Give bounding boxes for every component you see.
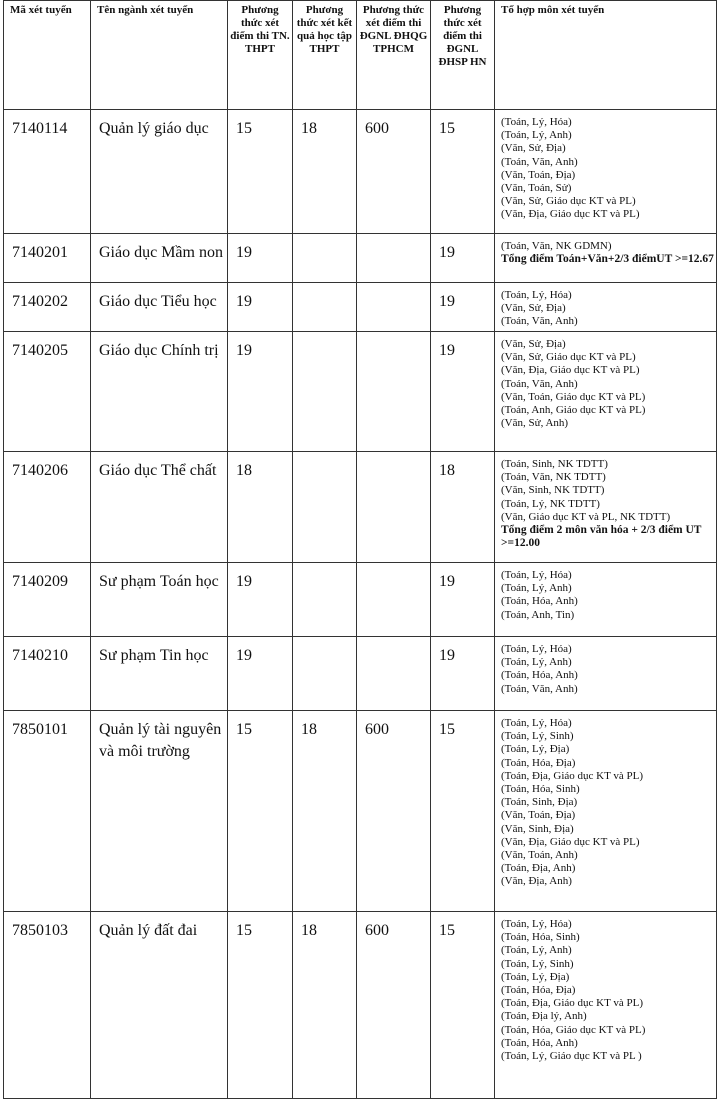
subject-combo: (Toán, Lý, Hóa) (501, 717, 572, 729)
subject-combo: (Văn, Toán, Giáo dục KT và PL) (501, 390, 646, 403)
score-dgnl-hcm-cell (357, 452, 431, 563)
header-method-dgnl-hcm: Phương thức xét điểm thi ĐGNL ĐHQG TPHCM (357, 1, 431, 110)
subject-combo: (Toán, Anh, Giáo dục KT và PL) (501, 404, 646, 417)
score-dgnl-hcm-cell: 600 (357, 912, 431, 1099)
subject-combo: (Toán, Lý, Giáo dục KT và PL ) (501, 1050, 642, 1063)
score-dgnl-hnue-cell: 15 (431, 110, 495, 234)
subject-combo: (Toán, Văn, Anh) (501, 682, 578, 695)
program-code-cell: 7850103 (4, 912, 91, 1099)
subject-combo: (Toán, Lý, Hóa) (501, 643, 572, 655)
score-transcript-cell (293, 283, 357, 332)
score-dgnl-hnue-cell: 15 (431, 711, 495, 912)
subject-combo: (Toán, Văn, Anh) (501, 315, 578, 328)
subject-combo: (Toán, Văn, Anh) (501, 377, 578, 390)
subject-combo: (Văn, Toán, Địa) (501, 809, 576, 822)
program-code-cell: 7850101 (4, 711, 91, 912)
score-thpt-exam-cell: 19 (228, 332, 293, 452)
subject-combos-cell (495, 711, 717, 912)
table-row (4, 110, 717, 234)
subject-combo: (Toán, Lý, Anh) (501, 944, 572, 957)
program-name-cell: Quản lý giáo dục (91, 110, 228, 234)
subject-combo: (Toán, Hóa, Anh) (501, 1036, 578, 1049)
admission-table (3, 0, 717, 1099)
program-name-cell: Quản lý tài nguyên và môi trường (91, 711, 228, 912)
score-thpt-exam-cell: 19 (228, 283, 293, 332)
subject-combos-cell (495, 563, 717, 637)
subject-combo: (Toán, Văn, NK GDMN) (501, 240, 612, 252)
score-dgnl-hcm-cell (357, 563, 431, 637)
subject-combo: (Toán, Lý, Hóa) (501, 569, 572, 581)
score-dgnl-hnue-cell: 19 (431, 283, 495, 332)
subject-combo: (Toán, Địa, Giáo dục KT và PL) (501, 769, 643, 782)
score-thpt-exam-cell: 15 (228, 912, 293, 1099)
score-transcript-cell: 18 (293, 110, 357, 234)
subject-combos-cell (495, 110, 717, 234)
program-code-cell: 7140210 (4, 637, 91, 711)
score-dgnl-hcm-cell: 600 (357, 110, 431, 234)
table-row (4, 912, 717, 1099)
header-code: Mã xét tuyển (4, 1, 91, 110)
score-dgnl-hcm-cell: 600 (357, 711, 431, 912)
score-transcript-cell (293, 452, 357, 563)
score-transcript-cell: 18 (293, 711, 357, 912)
subject-combo: (Toán, Lý, Hóa) (501, 289, 572, 301)
subject-combos-cell (495, 234, 717, 283)
score-dgnl-hnue-cell: 19 (431, 637, 495, 711)
subject-combos-cell (495, 637, 717, 711)
subject-combo: (Toán, Lý, Địa) (501, 743, 570, 756)
score-transcript-cell (293, 332, 357, 452)
table-row (4, 452, 717, 563)
score-dgnl-hnue-cell: 15 (431, 912, 495, 1099)
subject-combo: (Toán, Lý, Hóa) (501, 918, 572, 930)
score-dgnl-hcm-cell (357, 234, 431, 283)
subject-combo: (Toán, Hóa, Giáo dục KT và PL) (501, 1023, 646, 1036)
subject-combo: (Toán, Văn, Anh) (501, 155, 578, 168)
subject-combo: (Toán, Hóa, Anh) (501, 669, 578, 682)
score-dgnl-hcm-cell (357, 332, 431, 452)
subject-combos-cell (495, 332, 717, 452)
score-transcript-cell (293, 563, 357, 637)
subject-combo: (Toán, Sinh, Địa) (501, 796, 578, 809)
score-thpt-exam-cell: 15 (228, 711, 293, 912)
program-name-cell: Giáo dục Tiểu học (91, 283, 228, 332)
subject-combo: (Toán, Hóa, Anh) (501, 595, 578, 608)
subject-combo: (Toán, Lý, Anh) (501, 582, 572, 595)
subject-combo: (Toán, Anh, Tin) (501, 608, 575, 621)
program-name-cell: Quản lý đất đai (91, 912, 228, 1099)
score-transcript-cell (293, 234, 357, 283)
header-method-transcript: Phương thức xét kết quả học tập THPT (293, 1, 357, 110)
table-row (4, 332, 717, 452)
score-dgnl-hnue-cell: 19 (431, 234, 495, 283)
score-dgnl-hnue-cell: 19 (431, 563, 495, 637)
score-transcript-cell (293, 637, 357, 711)
subject-combo: (Toán, Lý, NK TDTT) (501, 497, 600, 510)
table-row (4, 711, 717, 912)
program-name-cell: Sư phạm Tin học (91, 637, 228, 711)
score-thpt-exam-cell: 19 (228, 563, 293, 637)
subject-combo: (Toán, Hóa, Địa) (501, 984, 576, 997)
subject-combo: (Văn, Toán, Sử) (501, 182, 572, 195)
table-row (4, 234, 717, 283)
subject-combo: (Toán, Văn, NK TDTT) (501, 471, 606, 484)
program-name-cell: Giáo dục Thể chất (91, 452, 228, 563)
subject-combo: (Toán, Địa lý, Anh) (501, 1010, 587, 1023)
score-thpt-exam-cell: 15 (228, 110, 293, 234)
subject-combo: (Toán, Lý, Sinh) (501, 730, 574, 743)
score-thpt-exam-cell: 19 (228, 637, 293, 711)
subject-combo: (Văn, Sử, Giáo dục KT và PL) (501, 351, 636, 364)
subject-combo: (Toán, Lý, Anh) (501, 656, 572, 669)
program-code-cell: 7140206 (4, 452, 91, 563)
score-thpt-exam-cell: 18 (228, 452, 293, 563)
program-name-cell: Sư phạm Toán học (91, 563, 228, 637)
program-code-cell: 7140114 (4, 110, 91, 234)
score-transcript-cell: 18 (293, 912, 357, 1099)
score-thpt-exam-cell: 19 (228, 234, 293, 283)
subject-combo: (Văn, Địa, Giáo dục KT và PL) (501, 208, 640, 221)
subject-combo: (Văn, Toán, Địa) (501, 168, 576, 181)
combo-note: Tổng điểm Toán+Văn+2/3 điểmUT >=12.67 (501, 253, 714, 266)
subject-combo: (Toán, Địa, Anh) (501, 862, 576, 875)
header-combos: Tổ hợp môn xét tuyển (495, 1, 717, 110)
table-body (4, 110, 717, 1099)
score-dgnl-hnue-cell: 18 (431, 452, 495, 563)
subject-combo: (Văn, Sử, Địa) (501, 142, 566, 155)
score-dgnl-hnue-cell: 19 (431, 332, 495, 452)
program-name-cell: Giáo dục Chính trị (91, 332, 228, 452)
subject-combo: (Toán, Sinh, NK TDTT) (501, 458, 608, 470)
program-code-cell: 7140202 (4, 283, 91, 332)
table-header-row (4, 1, 717, 110)
subject-combo: (Văn, Sử, Giáo dục KT và PL) (501, 195, 636, 208)
header-method-dgnl-hnue: Phương thức xét điểm thi ĐGNL ĐHSP HN (431, 1, 495, 110)
score-dgnl-hcm-cell (357, 637, 431, 711)
subject-combo: (Văn, Sử, Anh) (501, 417, 569, 430)
subject-combo: (Toán, Hóa, Sinh) (501, 931, 580, 944)
subject-combo: (Toán, Lý, Hóa) (501, 116, 572, 128)
header-method-thpt-exam: Phương thức xét điểm thi TN. THPT (228, 1, 293, 110)
program-code-cell: 7140209 (4, 563, 91, 637)
subject-combo: (Toán, Lý, Địa) (501, 970, 570, 983)
subject-combo: (Văn, Sử, Địa) (501, 302, 566, 315)
subject-combo: (Văn, Toán, Anh) (501, 849, 578, 862)
subject-combo: (Toán, Lý, Anh) (501, 129, 572, 142)
subject-combo: (Toán, Hóa, Sinh) (501, 783, 580, 796)
subject-combo: (Văn, Giáo dục KT và PL, NK TDTT) (501, 510, 671, 523)
subject-combo: (Văn, Địa, Anh) (501, 875, 572, 888)
subject-combo: (Văn, Địa, Giáo dục KT và PL) (501, 364, 640, 377)
program-code-cell: 7140201 (4, 234, 91, 283)
program-name-cell: Giáo dục Mầm non (91, 234, 228, 283)
subject-combo: (Văn, Sinh, NK TDTT) (501, 484, 605, 497)
subject-combos-cell (495, 452, 717, 563)
subject-combo: (Toán, Hóa, Địa) (501, 756, 576, 769)
subject-combos-cell (495, 912, 717, 1099)
table-row (4, 283, 717, 332)
subject-combo: (Văn, Sử, Địa) (501, 338, 566, 350)
subject-combos-cell (495, 283, 717, 332)
subject-combo: (Văn, Sinh, Địa) (501, 822, 574, 835)
table-row (4, 637, 717, 711)
program-code-cell: 7140205 (4, 332, 91, 452)
table-row (4, 563, 717, 637)
subject-combo: (Toán, Lý, Sinh) (501, 957, 574, 970)
subject-combo: (Văn, Địa, Giáo dục KT và PL) (501, 835, 640, 848)
subject-combo: (Toán, Địa, Giáo dục KT và PL) (501, 997, 643, 1010)
score-dgnl-hcm-cell (357, 283, 431, 332)
header-name: Tên ngành xét tuyển (91, 1, 228, 110)
combo-note: Tổng điểm 2 môn văn hóa + 2/3 điểm UT >=12.00 (501, 524, 702, 550)
